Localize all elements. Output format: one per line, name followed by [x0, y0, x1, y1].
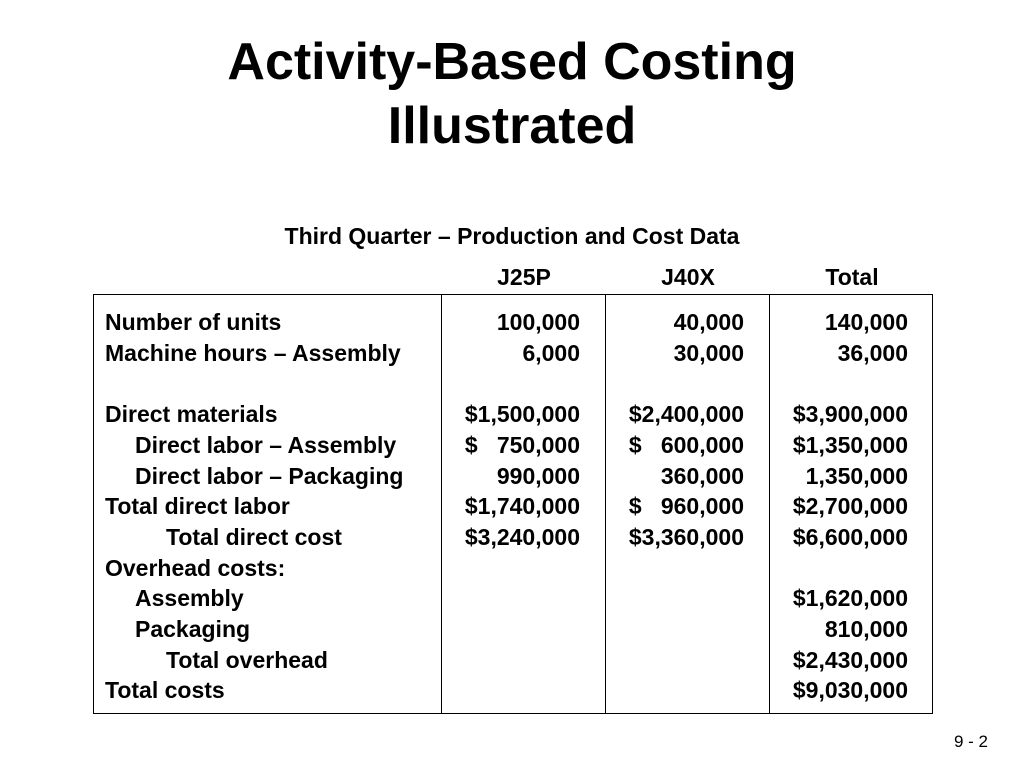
- table-row: [0, 522, 1024, 553]
- cell-total: $2,430,000: [792, 646, 908, 673]
- cell-j25p: $1,740,000: [464, 493, 580, 520]
- cell-j25p: $ 750,000: [464, 431, 580, 458]
- cell-total: $6,600,000: [792, 523, 908, 550]
- cell-j40x: $2,400,000: [628, 401, 744, 428]
- table-row: [0, 553, 1024, 584]
- row-label: Total overhead: [166, 646, 328, 673]
- cell-j25p: 990,000: [496, 462, 580, 489]
- cell-total: $1,620,000: [792, 585, 908, 612]
- table-row: [0, 461, 1024, 492]
- cell-total: $1,350,000: [792, 431, 908, 458]
- cell-total: $9,030,000: [792, 677, 908, 704]
- slide-title: [0, 30, 1024, 158]
- cell-j40x: $3,360,000: [628, 523, 744, 550]
- title-line-2: Illustrated: [387, 97, 637, 155]
- table-row: [0, 583, 1024, 614]
- table-row: [0, 399, 1024, 430]
- row-label: Total costs: [105, 677, 225, 704]
- table-row: [0, 675, 1024, 706]
- table-row: [0, 614, 1024, 645]
- cell-total: 1,350,000: [805, 462, 908, 489]
- cell-total: 810,000: [824, 616, 908, 642]
- row-label: Packaging: [135, 616, 251, 642]
- cell-j40x: $ 600,000: [628, 431, 744, 458]
- row-label: Machine hours – Assembly: [105, 339, 401, 366]
- row-label: Total direct cost: [166, 523, 342, 550]
- column-header-total: Total: [825, 264, 879, 290]
- cell-j40x: $ 960,000: [628, 493, 744, 520]
- row-label: Assembly: [135, 585, 244, 612]
- cell-total: 140,000: [824, 309, 908, 335]
- column-header-j40x: J40X: [661, 264, 715, 290]
- cell-j25p: $1,500,000: [464, 401, 580, 428]
- cell-total: $3,900,000: [792, 401, 908, 428]
- table-row: [0, 338, 1024, 369]
- row-label: Direct labor – Packaging: [135, 462, 404, 489]
- table-row: [0, 491, 1024, 522]
- row-label: Number of units: [105, 309, 282, 335]
- table-caption: Third Quarter – Production and Cost Data: [284, 223, 740, 249]
- cell-j40x: 30,000: [673, 339, 744, 366]
- page-number: 9 - 2: [953, 732, 988, 751]
- cell-total: $2,700,000: [792, 493, 908, 520]
- cell-j40x: 360,000: [660, 462, 744, 489]
- row-label: Direct labor – Assembly: [135, 431, 397, 458]
- table-row-blank: [0, 368, 1024, 399]
- cell-j25p: 6,000: [522, 339, 580, 366]
- title-line-1: Activity-Based Costing: [227, 33, 797, 91]
- cell-j25p: 100,000: [496, 309, 580, 335]
- column-header-j25p: J25P: [497, 264, 551, 290]
- row-label: Overhead costs:: [105, 554, 286, 581]
- cell-j40x: 40,000: [673, 309, 744, 335]
- cell-j25p: $3,240,000: [464, 523, 580, 550]
- table-row: [0, 645, 1024, 676]
- cell-total: 36,000: [837, 339, 908, 366]
- row-label: Total direct labor: [105, 493, 290, 520]
- row-label: Direct materials: [105, 401, 278, 428]
- table-row: [0, 307, 1024, 338]
- table-row: [0, 430, 1024, 461]
